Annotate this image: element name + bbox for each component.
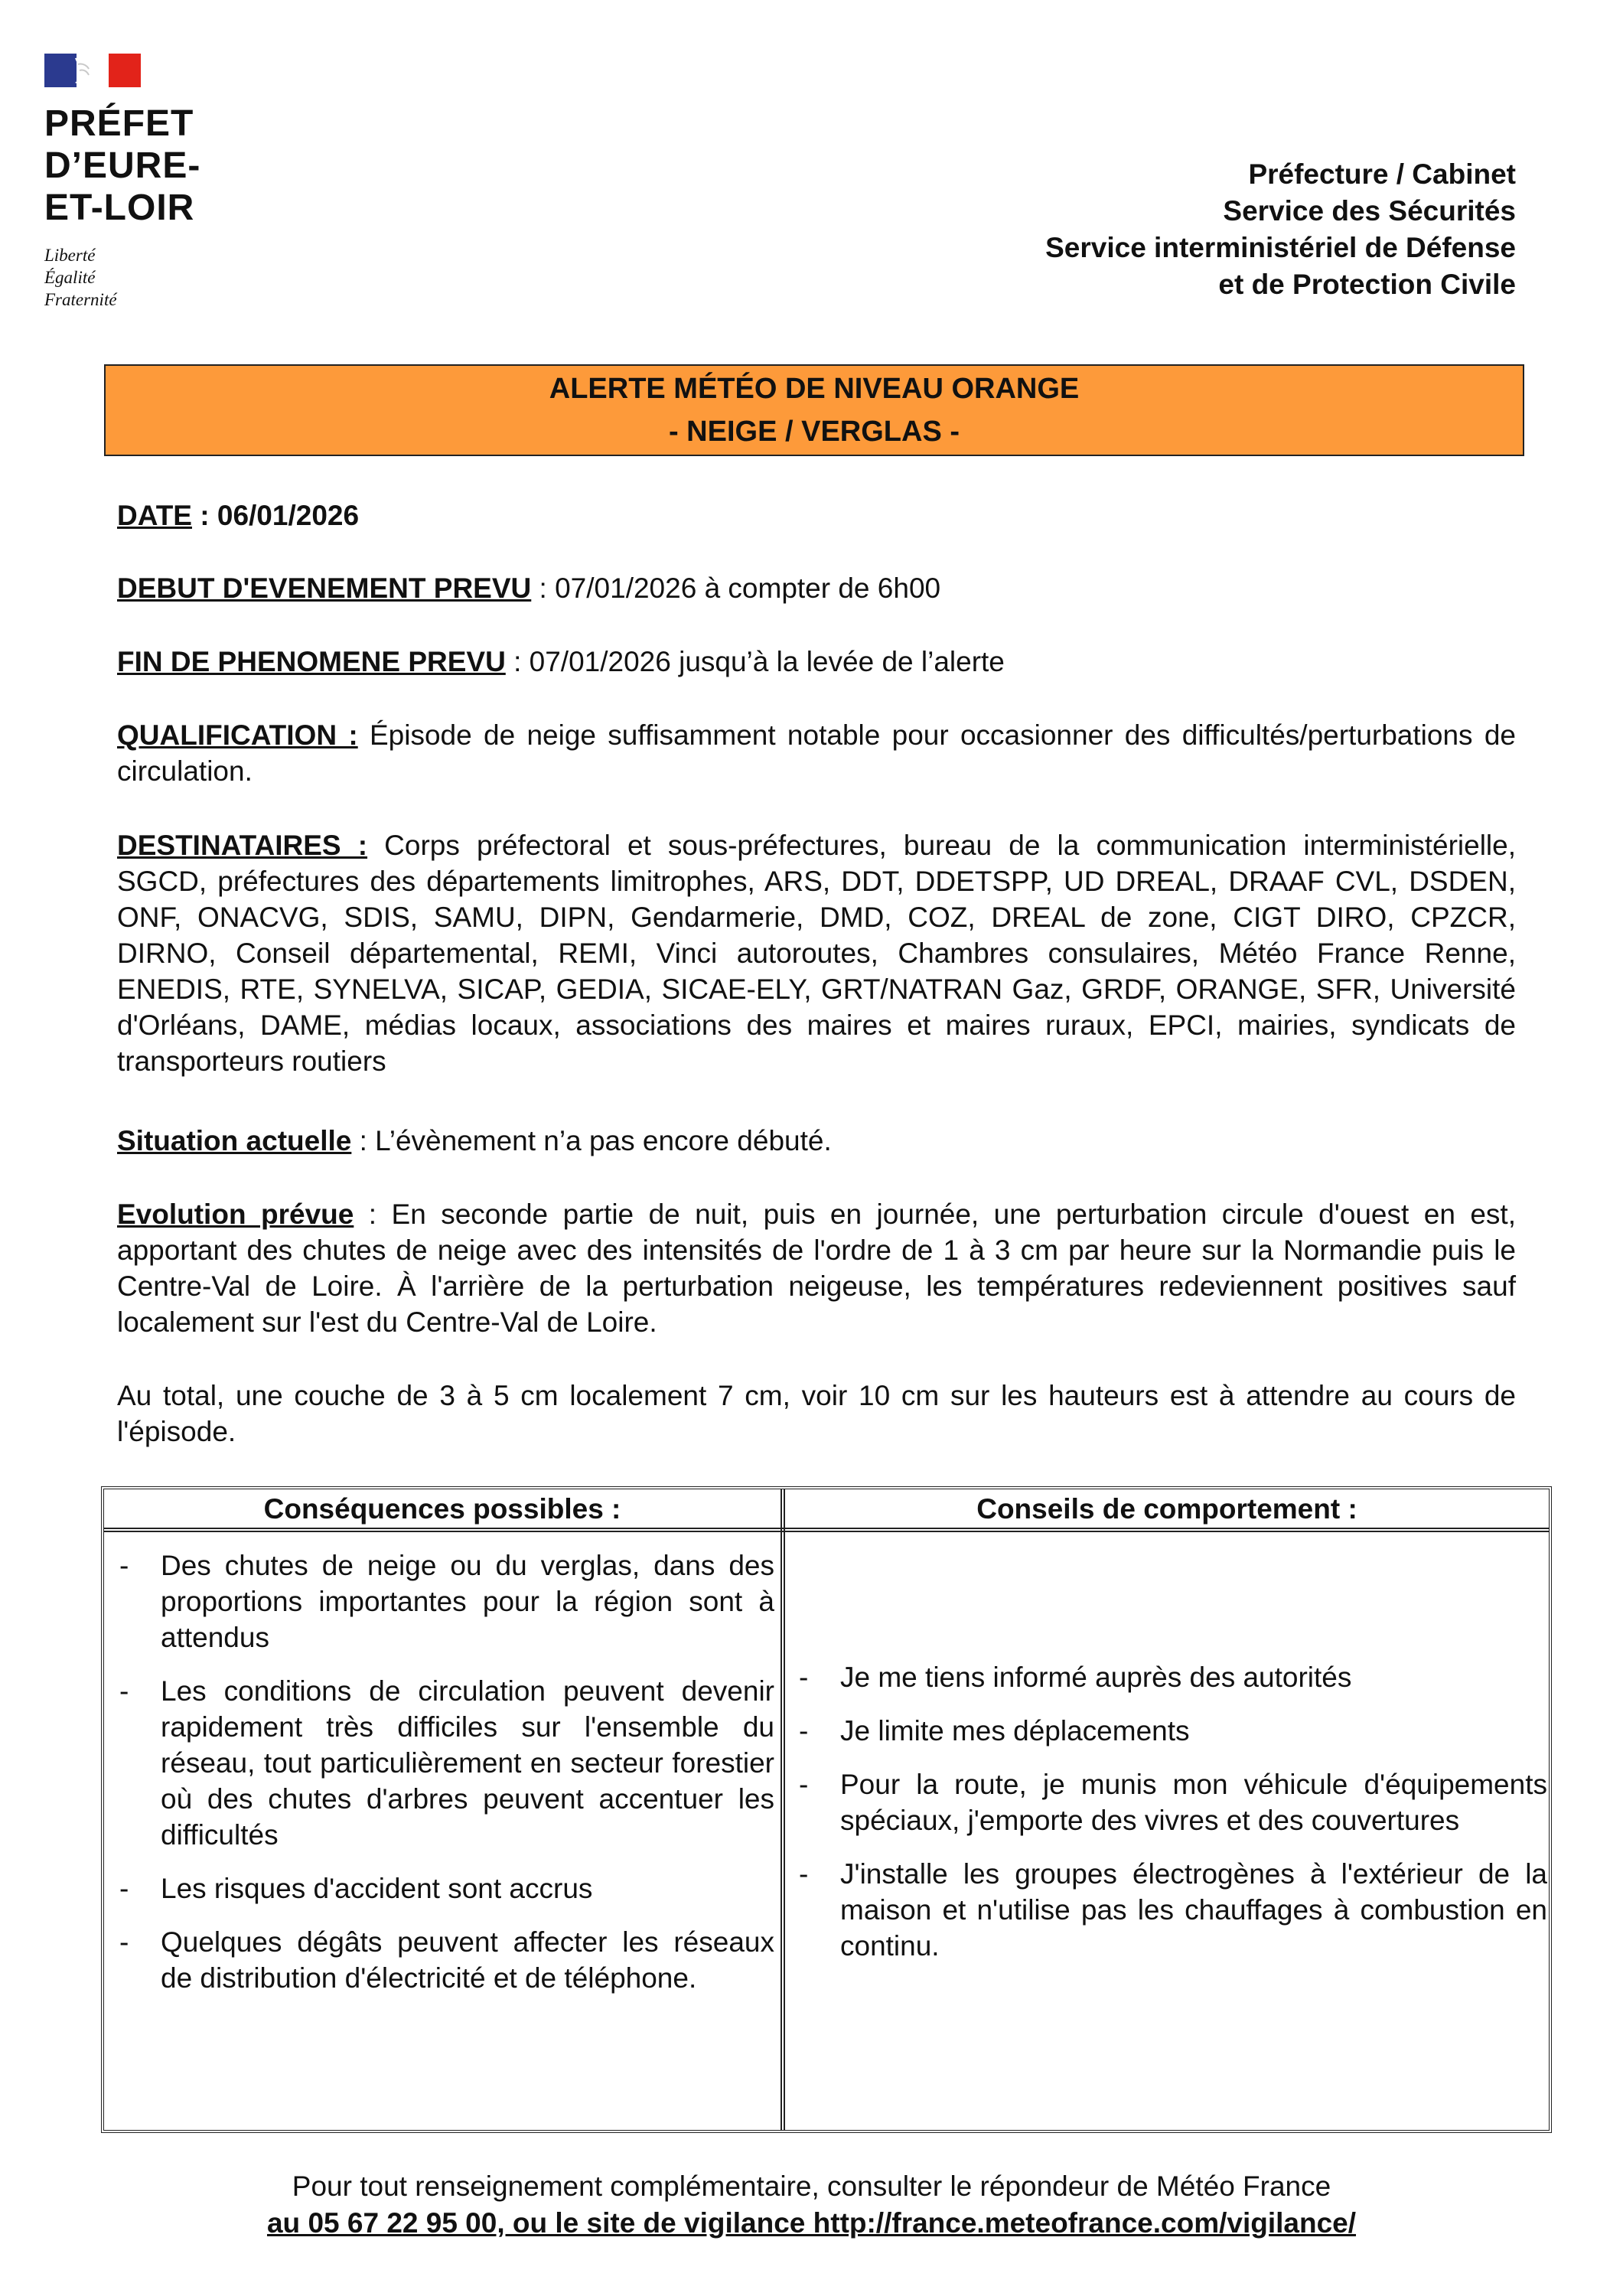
conseil-item bbox=[791, 1713, 1547, 1749]
destinataires-value: Corps préfectoral et sous-préfectures, bureau de la communication interministérielle, SGCD, préfectures des départements limitrophes, ARS, DDT, DDETSPP, UD DREAL, DRAAF CVL, DSDEN, ONF, ONACVG, SDIS, SAMU, DIPN, Gendarmerie, DMD, COZ, DREAL de zone, CIGT DIRO, CPZCR, DIRNO, Conseil départemental, REMI, Vinci autoroutes, Chambres consulaires, Météo France Renne, ENEDIS, RTE, SYNELVA, SICAP, GEDIA, SICAE-ELY, GRT/NATRAN Gaz, GRDF, ORANGE, SFR, Université d'Orléans, DAME, médias locaux, associations des maires et maires ruraux, EPCI, mairies, syndicats de transporteurs routiers bbox=[117, 830, 1517, 1077]
consequence-text: Les risques d'accident sont accrus bbox=[161, 1873, 593, 1904]
devise bbox=[44, 244, 200, 311]
evolution-value: : En seconde partie de nuit, puis en journée, une perturbation circule d'ouest en est, apportant des chutes de neige avec des intensités de l'ordre de 1 à 3 cm par heure sur la Normandie puis le Centre-Val de Loire. À l'arrière de la perturbation neigeuse, les températures redeviennent positives sauf localement sur l'est du Centre-Val de Loire. bbox=[117, 1199, 1516, 1338]
service-line: Service des Sécurités bbox=[1223, 195, 1516, 227]
alert-subtitle: - NEIGE / VERGLAS - bbox=[668, 416, 960, 448]
header-divider bbox=[104, 1528, 1549, 1532]
situation-label: Situation actuelle bbox=[117, 1125, 352, 1156]
total-paragraph: Au total, une couche de 3 à 5 cm localement 7 cm, voir 10 cm sur les hauteurs est à attendre au cours de l'épisode. bbox=[117, 1380, 1516, 1447]
conseil-item bbox=[791, 1766, 1547, 1838]
fin-field bbox=[117, 644, 1516, 680]
prefet-line: D’EURE- bbox=[44, 145, 201, 186]
debut-field bbox=[117, 570, 1516, 606]
dash-bullet: - bbox=[799, 1715, 809, 1746]
fin-value: : 07/01/2026 jusqu’à la levée de l’alerte bbox=[505, 646, 1005, 677]
devise-line: Égalité bbox=[44, 268, 96, 287]
service-header bbox=[1045, 156, 1516, 303]
destinataires-label: DESTINATAIRES : bbox=[117, 830, 368, 861]
prefecture-logo bbox=[44, 54, 200, 311]
evolution-label: Evolution prévue bbox=[117, 1199, 354, 1230]
consequence-text: Quelques dégâts peuvent affecter les réseaux de distribution d'électricité et de téléphone. bbox=[161, 1926, 774, 1994]
evolution-field bbox=[117, 1196, 1516, 1340]
conseil-text: J'installe les groupes électrogènes à l'extérieur de la maison et n'utilise pas les chauffages à combustion en continu. bbox=[840, 1858, 1547, 1962]
footer-link[interactable]: au 05 67 22 95 00, ou le site de vigilance http://france.meteofrance.com/vigilance/ bbox=[266, 2207, 1357, 2239]
situation-field bbox=[117, 1123, 1516, 1159]
debut-value: : 07/01/2026 à compter de 6h00 bbox=[531, 572, 941, 604]
footer bbox=[0, 2168, 1623, 2242]
date-value: : 06/01/2026 bbox=[191, 500, 360, 531]
alert-title: ALERTE MÉTÉO DE NIVEAU ORANGE bbox=[549, 373, 1080, 405]
conseil-text: Pour la route, je munis mon véhicule d'équipements spéciaux, j'emporte des vivres et des couvertures bbox=[840, 1769, 1547, 1836]
consequence-item bbox=[112, 1548, 774, 1655]
service-line: Préfecture / Cabinet bbox=[1248, 158, 1516, 190]
consequence-text: Les conditions de circulation peuvent devenir rapidement très difficiles sur l'ensemble du réseau, tout particulièrement en secteur forestier où des chutes d'arbres peuvent accentuer les difficultés bbox=[161, 1675, 774, 1851]
qualification-value: Épisode de neige suffisamment notable pour occasionner des difficultés/perturbations de circulation. bbox=[117, 719, 1516, 787]
consequences-list bbox=[112, 1548, 774, 2014]
column-divider bbox=[781, 1489, 785, 2130]
conseils-list bbox=[791, 1659, 1547, 1981]
dash-bullet: - bbox=[799, 1769, 809, 1800]
consequences-conseils-table bbox=[101, 1486, 1552, 2133]
alert-banner bbox=[104, 364, 1524, 456]
consequence-item bbox=[112, 1673, 774, 1853]
destinataires-field bbox=[117, 827, 1516, 1079]
marianne-flag-icon bbox=[44, 54, 141, 87]
service-line: Service interministériel de Défense bbox=[1045, 232, 1516, 263]
consequence-item bbox=[112, 1870, 774, 1906]
conseil-text: Je me tiens informé auprès des autorités bbox=[840, 1662, 1352, 1693]
footer-line: Pour tout renseignement complémentaire, consulter le répondeur de Météo France bbox=[292, 2170, 1331, 2202]
dash-bullet: - bbox=[119, 1550, 129, 1581]
dash-bullet: - bbox=[799, 1662, 809, 1693]
dash-bullet: - bbox=[119, 1926, 129, 1958]
dash-bullet: - bbox=[119, 1873, 129, 1904]
dash-bullet: - bbox=[799, 1858, 809, 1890]
devise-line: Liberté bbox=[44, 246, 96, 265]
date-field bbox=[117, 497, 1516, 533]
fin-label: FIN DE PHENOMENE PREVU bbox=[117, 646, 506, 677]
date-label: DATE bbox=[117, 500, 192, 531]
conseil-item bbox=[791, 1659, 1547, 1695]
conseils-header: Conseils de comportement : bbox=[976, 1493, 1357, 1525]
consequence-text: Des chutes de neige ou du verglas, dans des proportions importantes pour la région sont à attendus bbox=[161, 1550, 774, 1653]
conseil-item bbox=[791, 1856, 1547, 1964]
prefet-title bbox=[44, 103, 200, 229]
consequences-header: Conséquences possibles : bbox=[263, 1493, 621, 1525]
situation-value: : L’évènement n’a pas encore débuté. bbox=[351, 1125, 832, 1156]
prefet-line: ET-LOIR bbox=[44, 188, 195, 228]
consequence-item bbox=[112, 1924, 774, 1996]
conseil-text: Je limite mes déplacements bbox=[840, 1715, 1190, 1746]
debut-label: DEBUT D'EVENEMENT PREVU bbox=[117, 572, 532, 604]
qualification-label: QUALIFICATION : bbox=[117, 719, 358, 751]
dash-bullet: - bbox=[119, 1675, 129, 1707]
qualification-field bbox=[117, 717, 1516, 789]
prefet-line: PRÉFET bbox=[44, 103, 194, 144]
service-line: et de Protection Civile bbox=[1218, 269, 1516, 300]
devise-line: Fraternité bbox=[44, 290, 117, 309]
